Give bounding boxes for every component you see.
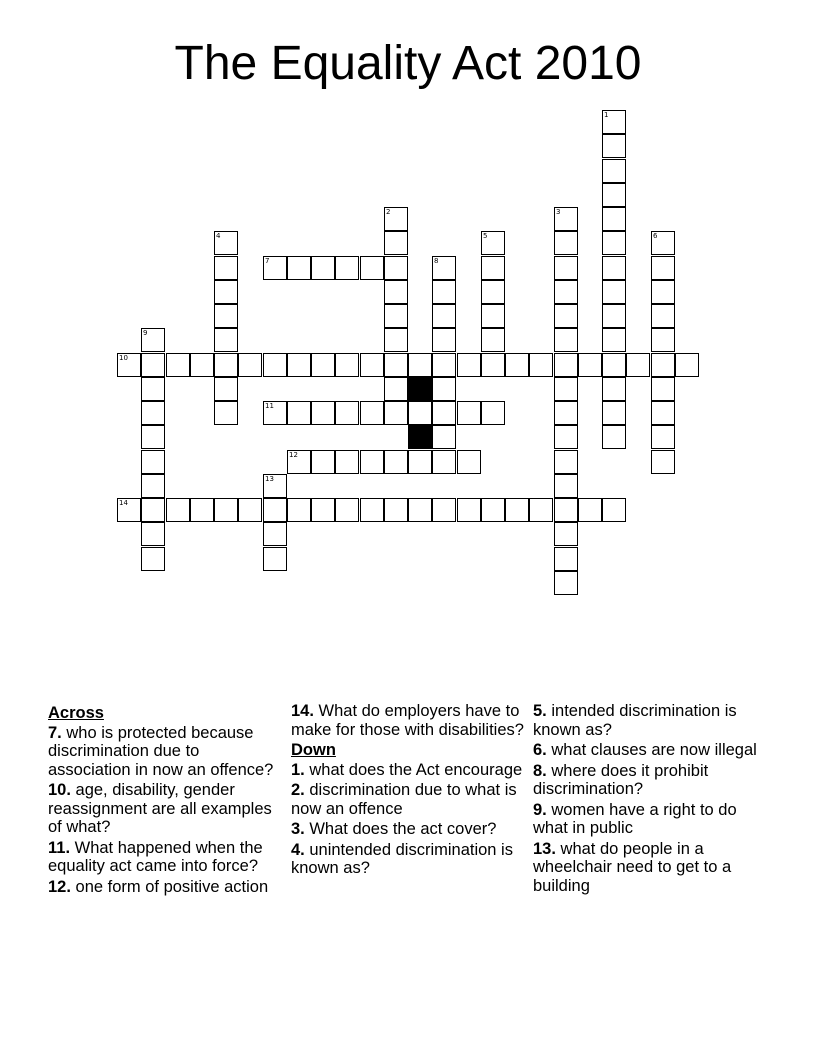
answer-cell[interactable] <box>408 353 432 377</box>
clue-down-4 <box>291 841 527 878</box>
answer-cell[interactable] <box>432 256 456 280</box>
down-heading: Down <box>291 741 336 759</box>
answer-cell[interactable] <box>554 425 578 449</box>
answer-cell[interactable] <box>408 498 432 522</box>
answer-cell[interactable] <box>141 498 165 522</box>
answer-cell[interactable] <box>311 450 335 474</box>
answer-cell[interactable] <box>384 450 408 474</box>
clue-number-label: 4 <box>216 232 221 240</box>
answer-cell[interactable] <box>457 353 481 377</box>
answer-cell[interactable] <box>311 256 335 280</box>
clue-text: who is protected because discrimination due to association in now an offence? <box>48 723 274 779</box>
answer-cell[interactable] <box>335 498 359 522</box>
answer-cell[interactable] <box>166 498 190 522</box>
clue-number: 11. <box>48 838 71 857</box>
clue-text: women have a right to do what in public <box>533 800 737 837</box>
clue-across-12 <box>48 878 284 897</box>
answer-cell[interactable] <box>335 353 359 377</box>
answer-cell[interactable] <box>602 304 626 328</box>
answer-cell[interactable] <box>432 328 456 352</box>
answer-cell[interactable] <box>651 280 675 304</box>
clue-number: 2. <box>291 781 305 799</box>
answer-cell[interactable] <box>602 110 626 134</box>
answer-cell[interactable] <box>263 256 287 280</box>
clue-column-3 <box>533 702 769 897</box>
answer-cell[interactable] <box>554 328 578 352</box>
clue-number-label: 13 <box>265 475 274 483</box>
clue-number: 13. <box>533 839 556 858</box>
answer-cell[interactable] <box>335 450 359 474</box>
clue-text: What does the act cover? <box>309 820 497 838</box>
answer-cell[interactable] <box>384 207 408 231</box>
answer-cell[interactable] <box>141 353 165 377</box>
answer-cell[interactable] <box>481 231 505 255</box>
answer-cell[interactable] <box>432 450 456 474</box>
clue-number-label: 9 <box>143 329 148 337</box>
answer-cell[interactable] <box>384 328 408 352</box>
answer-cell[interactable] <box>311 353 335 377</box>
clue-number-label: 6 <box>653 232 658 240</box>
answer-cell[interactable] <box>408 401 432 425</box>
answer-cell[interactable] <box>335 401 359 425</box>
clue-number: 6. <box>533 741 547 759</box>
clue-down-1 <box>291 761 527 780</box>
answer-cell[interactable] <box>311 401 335 425</box>
black-square <box>408 377 432 401</box>
answer-cell[interactable] <box>141 377 165 401</box>
answer-cell[interactable] <box>432 425 456 449</box>
answer-cell[interactable] <box>214 231 238 255</box>
clue-number-label: 5 <box>483 232 488 240</box>
answer-cell[interactable] <box>263 522 287 546</box>
answer-cell[interactable] <box>651 231 675 255</box>
across-heading: Across <box>48 704 104 722</box>
answer-cell[interactable] <box>263 401 287 425</box>
answer-cell[interactable] <box>190 353 214 377</box>
answer-cell[interactable] <box>263 498 287 522</box>
answer-cell[interactable] <box>432 304 456 328</box>
page-title: The Equality Act 2010 <box>174 37 642 90</box>
answer-cell[interactable] <box>238 353 262 377</box>
answer-cell[interactable] <box>384 498 408 522</box>
clue-number: 9. <box>533 800 547 819</box>
answer-cell[interactable] <box>457 401 481 425</box>
clue-number-label: 11 <box>265 402 274 410</box>
answer-cell[interactable] <box>554 571 578 595</box>
answer-cell[interactable] <box>214 328 238 352</box>
answer-cell[interactable] <box>602 183 626 207</box>
clue-text: discrimination due to what is now an offence <box>291 781 517 818</box>
clue-text: what do people in a wheelchair need to get to a building <box>533 839 732 895</box>
answer-cell[interactable] <box>481 498 505 522</box>
answer-cell[interactable] <box>384 401 408 425</box>
answer-cell[interactable] <box>238 498 262 522</box>
answer-cell[interactable] <box>651 256 675 280</box>
answer-cell[interactable] <box>384 304 408 328</box>
answer-cell[interactable] <box>432 353 456 377</box>
answer-cell[interactable] <box>214 377 238 401</box>
answer-cell[interactable] <box>457 450 481 474</box>
answer-cell[interactable] <box>117 353 141 377</box>
answer-cell[interactable] <box>602 280 626 304</box>
answer-cell[interactable] <box>360 450 384 474</box>
answer-cell[interactable] <box>432 280 456 304</box>
answer-cell[interactable] <box>141 547 165 571</box>
answer-cell[interactable] <box>602 134 626 158</box>
answer-cell[interactable] <box>360 353 384 377</box>
clue-number: 7. <box>48 723 62 742</box>
answer-cell[interactable] <box>214 256 238 280</box>
clue-down-9 <box>533 801 769 838</box>
clue-column-2 <box>291 702 527 880</box>
answer-cell[interactable] <box>214 498 238 522</box>
answer-cell[interactable] <box>384 256 408 280</box>
answer-cell[interactable] <box>360 498 384 522</box>
answer-cell[interactable] <box>602 207 626 231</box>
answer-cell[interactable] <box>554 401 578 425</box>
clue-text: intended discrimination is known as? <box>533 702 737 739</box>
answer-cell[interactable] <box>432 401 456 425</box>
answer-cell[interactable] <box>675 353 699 377</box>
clue-text: unintended discrimination is known as? <box>291 840 513 877</box>
answer-cell[interactable] <box>481 401 505 425</box>
answer-cell[interactable] <box>117 498 141 522</box>
answer-cell[interactable] <box>651 377 675 401</box>
answer-cell[interactable] <box>554 280 578 304</box>
answer-cell[interactable] <box>432 498 456 522</box>
clue-number-label: 12 <box>289 451 298 459</box>
answer-cell[interactable] <box>384 377 408 401</box>
answer-cell[interactable] <box>360 401 384 425</box>
answer-cell[interactable] <box>529 498 553 522</box>
answer-cell[interactable] <box>554 474 578 498</box>
clue-down-6 <box>533 741 769 760</box>
answer-cell[interactable] <box>263 547 287 571</box>
answer-cell[interactable] <box>214 401 238 425</box>
clue-number-label: 7 <box>265 257 270 265</box>
clue-down-3 <box>291 820 527 839</box>
clue-text: what does the Act encourage <box>309 760 523 779</box>
answer-cell[interactable] <box>287 401 311 425</box>
answer-cell[interactable] <box>384 280 408 304</box>
answer-cell[interactable] <box>141 522 165 546</box>
answer-cell[interactable] <box>651 401 675 425</box>
clue-number: 1. <box>291 760 305 779</box>
answer-cell[interactable] <box>578 498 602 522</box>
answer-cell[interactable] <box>481 328 505 352</box>
answer-cell[interactable] <box>481 256 505 280</box>
answer-cell[interactable] <box>602 401 626 425</box>
answer-cell[interactable] <box>554 353 578 377</box>
clue-text: What happened when the equality act came into force? <box>48 838 263 875</box>
answer-cell[interactable] <box>481 304 505 328</box>
answer-cell[interactable] <box>529 353 553 377</box>
clue-text: where does it prohibit discrimination? <box>533 761 709 798</box>
clue-number: 5. <box>533 702 547 720</box>
answer-cell[interactable] <box>141 401 165 425</box>
clue-number-label: 14 <box>119 499 128 507</box>
clue-number: 14. <box>291 702 314 720</box>
clue-number: 3. <box>291 820 305 838</box>
answer-cell[interactable] <box>554 547 578 571</box>
clue-number: 12. <box>48 877 71 896</box>
answer-cell[interactable] <box>214 304 238 328</box>
clue-across-10 <box>48 781 284 837</box>
answer-cell[interactable] <box>602 328 626 352</box>
answer-cell[interactable] <box>602 498 626 522</box>
answer-cell[interactable] <box>554 256 578 280</box>
answer-cell[interactable] <box>554 450 578 474</box>
answer-cell[interactable] <box>408 450 432 474</box>
answer-cell[interactable] <box>335 256 359 280</box>
answer-cell[interactable] <box>457 498 481 522</box>
clue-number-label: 8 <box>434 257 439 265</box>
answer-cell[interactable] <box>602 425 626 449</box>
answer-cell[interactable] <box>141 328 165 352</box>
answer-cell[interactable] <box>602 256 626 280</box>
answer-cell[interactable] <box>602 377 626 401</box>
answer-cell[interactable] <box>651 425 675 449</box>
clue-number-label: 1 <box>604 111 609 119</box>
clue-down-2 <box>291 781 527 818</box>
answer-cell[interactable] <box>602 231 626 255</box>
answer-cell[interactable] <box>626 353 650 377</box>
clue-down-8 <box>533 762 769 799</box>
answer-cell[interactable] <box>287 353 311 377</box>
answer-cell[interactable] <box>360 256 384 280</box>
answer-cell[interactable] <box>263 353 287 377</box>
answer-cell[interactable] <box>287 450 311 474</box>
answer-cell[interactable] <box>141 474 165 498</box>
answer-cell[interactable] <box>481 280 505 304</box>
answer-cell[interactable] <box>141 425 165 449</box>
black-square <box>408 425 432 449</box>
answer-cell[interactable] <box>554 498 578 522</box>
answer-cell[interactable] <box>554 304 578 328</box>
clue-number: 4. <box>291 840 305 859</box>
clue-across-14 <box>291 702 527 739</box>
clue-number: 10. <box>48 781 71 799</box>
answer-cell[interactable] <box>311 498 335 522</box>
answer-cell[interactable] <box>651 353 675 377</box>
answer-cell[interactable] <box>651 328 675 352</box>
answer-cell[interactable] <box>263 474 287 498</box>
answer-cell[interactable] <box>141 450 165 474</box>
answer-cell[interactable] <box>214 280 238 304</box>
clue-number-label: 10 <box>119 354 128 362</box>
answer-cell[interactable] <box>505 498 529 522</box>
clue-number: 8. <box>533 761 547 780</box>
answer-cell[interactable] <box>651 450 675 474</box>
answer-cell[interactable] <box>287 498 311 522</box>
answer-cell[interactable] <box>384 231 408 255</box>
clue-column-1 <box>48 702 284 898</box>
clue-across-11 <box>48 839 284 876</box>
clue-text: age, disability, gender reassignment are all examples of what? <box>48 781 272 836</box>
clue-text: one form of positive action <box>75 877 269 896</box>
answer-cell[interactable] <box>651 304 675 328</box>
answer-cell[interactable] <box>554 207 578 231</box>
answer-cell[interactable] <box>190 498 214 522</box>
answer-cell[interactable] <box>602 159 626 183</box>
answer-cell[interactable] <box>384 353 408 377</box>
answer-cell[interactable] <box>214 353 238 377</box>
answer-cell[interactable] <box>432 377 456 401</box>
clue-across-7 <box>48 724 284 780</box>
clue-number-label: 3 <box>556 208 561 216</box>
answer-cell[interactable] <box>554 522 578 546</box>
clue-text: what clauses are now illegal <box>551 741 757 759</box>
answer-cell[interactable] <box>505 353 529 377</box>
answer-cell[interactable] <box>481 353 505 377</box>
answer-cell[interactable] <box>602 353 626 377</box>
clue-down-5 <box>533 702 769 739</box>
clue-down-13 <box>533 840 769 896</box>
answer-cell[interactable] <box>554 231 578 255</box>
clue-text: What do employers have to make for those with disabilities? <box>291 702 524 739</box>
answer-cell[interactable] <box>578 353 602 377</box>
clue-number-label: 2 <box>386 208 391 216</box>
answer-cell[interactable] <box>287 256 311 280</box>
answer-cell[interactable] <box>554 377 578 401</box>
answer-cell[interactable] <box>166 353 190 377</box>
